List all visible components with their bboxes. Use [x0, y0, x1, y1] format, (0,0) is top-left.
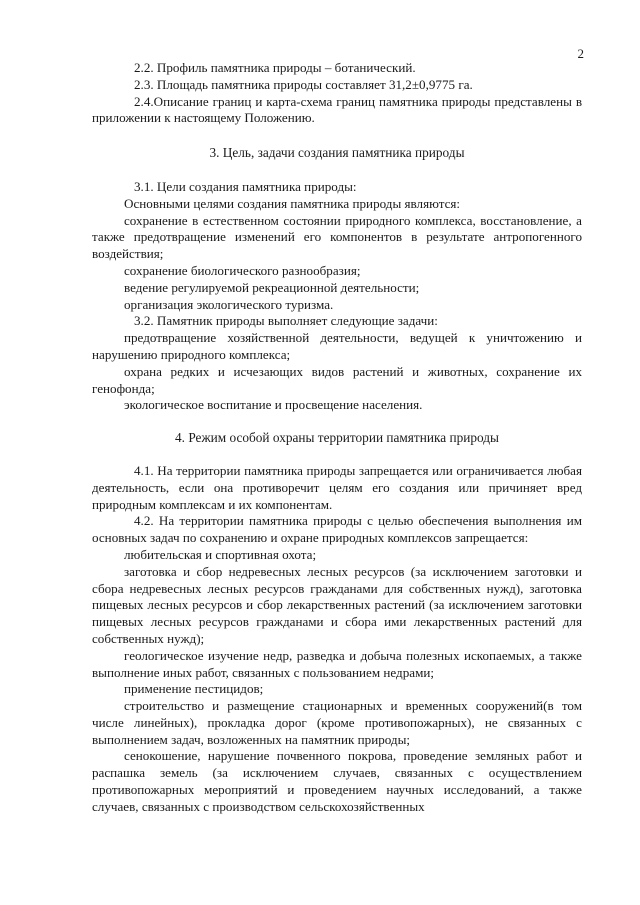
list-item-goal: организация экологического туризма. — [124, 296, 334, 312]
page-number: 2 — [577, 46, 584, 61]
paragraph-goals-intro: Основными целями создания памятника природы являются: — [124, 195, 461, 211]
list-item-task: предотвращение хозяйственной деятельности, ведущей к уничтожению и нарушению природного комплекса; — [92, 330, 582, 362]
list-item-goal: сохранение в естественном состоянии природного комплекса, восстановление, а также предотвращение изменений его компонентов в результате антропогенного воздействия; — [92, 212, 582, 262]
list-item-goal: ведение регулируемой рекреационной деятельности; — [124, 279, 420, 295]
paragraph-2-3: 2.3. Площадь памятника природы составляет 31,2±0,9775 га. — [134, 76, 473, 92]
paragraph-4-1: 4.1. На территории памятника природы запрещается или ограничивается любая деятельность, если она противоречит целям его создания или причиняет вред природным комплексам и их компонентам. — [92, 462, 582, 512]
list-item-prohibition: применение пестицидов; — [124, 681, 264, 697]
list-item-prohibition: любительская и спортивная охота; — [124, 546, 317, 562]
paragraph-3-1: 3.1. Цели создания памятника природы: — [134, 178, 357, 194]
paragraph-3-2: 3.2. Памятник природы выполняет следующие задачи: — [134, 313, 438, 329]
section-heading-4: 4. Режим особой охраны территории памятника природы — [175, 430, 499, 446]
paragraph-4-2: 4.2. На территории памятника природы с целью обеспечения выполнения им основных задач по сохранению и охране природных комплексов запрещается: — [92, 513, 582, 546]
list-item-prohibition: геологическое изучение недр, разведка и добыча полезных ископаемых, а также выполнение иных работ, связанных с пользованием недрами; — [92, 647, 582, 680]
paragraph-2-4: 2.4.Описание границ и карта-схема границ памятника природы представлены в приложении к настоящему Положению. — [92, 93, 582, 126]
list-item-goal: сохранение биологического разнообразия; — [124, 262, 361, 278]
paragraph-2-2: 2.2. Профиль памятника природы – ботанический. — [134, 60, 416, 75]
list-item-prohibition: сенокошение, нарушение почвенного покрова, проведение земляных работ и распашка земель (за исключением случаев, связанных с осуществлением противопожарных мероприятий и проведением научных исследований, а также случаев, связанных с производством сельскохозяйственных — [92, 748, 582, 814]
list-item-prohibition: строительство и размещение стационарных и временных сооружений(в том числе линейных), прокладка дорог (кроме противопожарных), не связанных с выполнением задач, возложенных на памятник природы; — [92, 698, 582, 747]
list-item-prohibition: заготовка и сбор недревесных лесных ресурсов (за исключением заготовки и сбора недревесных лесных ресурсов гражданами для собственных нужд), заготовка пищевых лесных ресурсов и сбор лекарственных растений (за исключением заготовки пищевых лесных ресурсов гражданами и сбора ими лекарственных растений для собственных нужд); — [92, 563, 582, 646]
list-item-task: охрана редких и исчезающих видов растений и животных, сохранение их генофонда; — [92, 363, 582, 396]
list-item-task: экологическое воспитание и просвещение населения. — [124, 397, 423, 413]
document-body — [92, 60, 582, 816]
section-heading-3: 3. Цель, задачи создания памятника природы — [209, 145, 465, 161]
